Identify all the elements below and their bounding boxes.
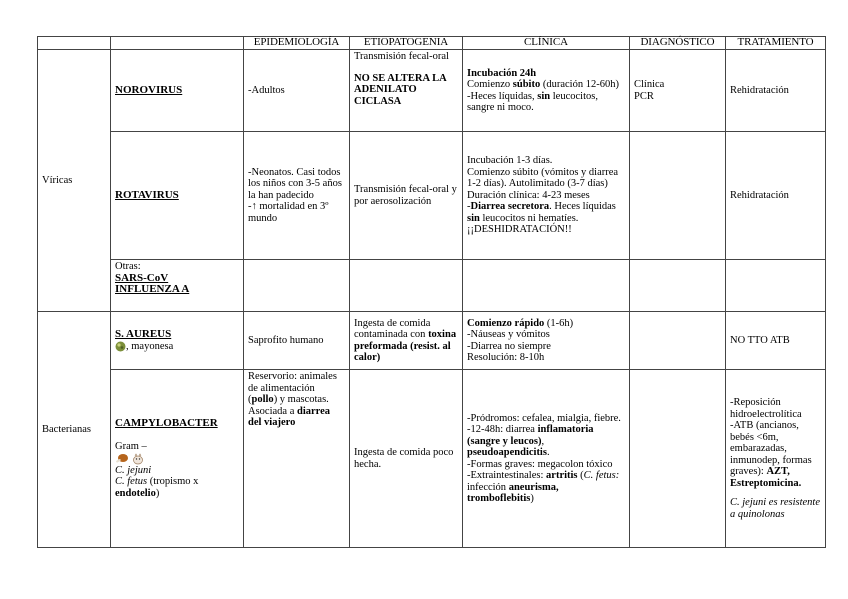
otras-label: Otras: bbox=[115, 261, 141, 272]
food-line: , mayonesa bbox=[115, 341, 239, 353]
saureus-clinica bbox=[463, 312, 630, 370]
row-campylobacter bbox=[38, 370, 826, 548]
norovirus-clinica bbox=[463, 50, 630, 132]
cli-line: -Diarrea no siempre bbox=[467, 340, 551, 352]
gram-label: Gram – bbox=[115, 441, 147, 453]
cli-line: -12-48h: diarrea inflamatoria (sangre y leucos), pseudoapendicitis. bbox=[467, 424, 594, 458]
clinical-table bbox=[37, 36, 826, 548]
saureus-epidemiologia: Saprofito humano bbox=[244, 312, 350, 370]
header-row bbox=[38, 37, 826, 50]
cli-line: -Heces líquidas, sin leucocitos, sangre ni moco. bbox=[467, 90, 598, 113]
saureus-diagnostico bbox=[630, 312, 726, 370]
otras-item: SARS-CoV bbox=[115, 271, 169, 284]
norovirus-tratamiento: Rehidratación bbox=[726, 50, 826, 132]
otras-clinica bbox=[463, 260, 630, 312]
cli-line: -Diarrea secretora. Heces líquidas sin leucocitos ni hematíes. bbox=[467, 201, 616, 224]
saureus-tratamiento: NO TTO ATB bbox=[726, 312, 826, 370]
header-clinica: CLÍNICA bbox=[463, 37, 630, 50]
rotavirus-epidemiologia bbox=[244, 132, 350, 260]
diag-line: Clínica bbox=[634, 79, 665, 90]
organism-name: ROTAVIRUS bbox=[115, 188, 179, 201]
chicken-leg-icon bbox=[115, 453, 129, 465]
diag-line: PCR bbox=[634, 90, 654, 102]
mayonnaise-jar-icon bbox=[115, 341, 126, 352]
cli-line: -Extraintestinales: artritis (C. fetus: infección aneurisma, tromboflebitis) bbox=[467, 470, 620, 504]
organism-saureus bbox=[111, 312, 244, 370]
cli-line: Duración clínica: 4-23 meses bbox=[467, 189, 590, 201]
etio-text: Transmisión fecal-oral bbox=[354, 51, 449, 62]
campylobacter-etiopatogenia: Ingesta de comida poco hecha. bbox=[350, 370, 463, 548]
cli-line: Comienzo súbito (vómitos y diarrea 1-2 días). Autolimitado (3-7 días) bbox=[467, 166, 619, 190]
cli-line: Comienzo súbito (duración 12-60h) bbox=[467, 79, 619, 90]
organism-name: NOROVIRUS bbox=[115, 83, 183, 96]
campylobacter-tratamiento bbox=[726, 370, 826, 548]
epi-line: -↑ mortalidad en 3º mundo bbox=[248, 201, 329, 224]
rotavirus-clinica bbox=[463, 132, 630, 260]
organism-campylobacter bbox=[111, 370, 244, 548]
organism-rotavirus bbox=[111, 132, 244, 260]
campylobacter-epidemiologia: Reservorio: animales de alimentación (pollo) y mascotas. Asociada a diarrea del viajero bbox=[244, 370, 350, 548]
species-line: C. fetus (tropismo x endotelio) bbox=[115, 476, 199, 499]
group-viricas: Víricas bbox=[38, 50, 111, 312]
group-bacterianas: Bacterianas bbox=[38, 312, 111, 548]
trat-note: C. jejuni es resistente a quinolonas bbox=[730, 497, 821, 520]
species-line: C. jejuni bbox=[115, 464, 152, 476]
cli-line: Resolución: 8-10h bbox=[467, 352, 545, 363]
otras-epidemiologia bbox=[244, 260, 350, 312]
cli-line: Incubación 24h bbox=[467, 67, 537, 79]
row-otras bbox=[38, 260, 826, 312]
norovirus-epidemiologia: -Adultos bbox=[244, 50, 350, 132]
cli-line: -Náuseas y vómitos bbox=[467, 329, 550, 340]
organism-name: S. AUREUS bbox=[115, 328, 172, 340]
row-rotavirus bbox=[38, 132, 826, 260]
otras-diagnostico bbox=[630, 260, 726, 312]
cli-line: -Formas graves: megacolon tóxico bbox=[467, 458, 613, 470]
organism-name: CAMPYLOBACTER bbox=[115, 416, 218, 429]
otras-item: INFLUENZA A bbox=[115, 283, 190, 295]
food-icons bbox=[115, 453, 239, 465]
trat-line: -Reposición hidroelectrolítica bbox=[730, 397, 802, 420]
trat-line: -ATB (ancianos, bebés <6m, embarazadas, inmunodep, formas graves): AZT, Estreptomicina. bbox=[730, 420, 812, 489]
header-epidemiologia: EPIDEMIOLOGÍA bbox=[244, 37, 350, 50]
header-etiopatogenia: ETIOPATOGENIA bbox=[350, 37, 463, 50]
otras-etiopatogenia bbox=[350, 260, 463, 312]
header-empty-1 bbox=[38, 37, 111, 50]
saureus-etiopatogenia: Ingesta de comida contaminada con toxina preformada (resist. al calor) bbox=[350, 312, 463, 370]
cli-line: Comienzo rápido (1-6h) bbox=[467, 317, 574, 329]
header-tratamiento: TRATAMIENTO bbox=[726, 37, 826, 50]
norovirus-diagnostico bbox=[630, 50, 726, 132]
cli-line: -Pródromos: cefalea, mialgia, fiebre. bbox=[467, 412, 621, 424]
organism-otras bbox=[111, 260, 244, 312]
campylobacter-diagnostico bbox=[630, 370, 726, 548]
cli-line: Incubación 1-3 días. bbox=[467, 155, 553, 167]
epi-line: -Neonatos. Casi todos los niños con 3-5 años la han padecido bbox=[248, 166, 342, 201]
row-saureus bbox=[38, 312, 826, 370]
header-empty-2 bbox=[111, 37, 244, 50]
etio-bold: NO SE ALTERA LA ADENILATO CICLASA bbox=[354, 72, 447, 107]
otras-tratamiento bbox=[726, 260, 826, 312]
campylobacter-clinica bbox=[463, 370, 630, 548]
rotavirus-tratamiento: Rehidratación bbox=[726, 132, 826, 260]
organism-norovirus bbox=[111, 50, 244, 132]
rotavirus-diagnostico bbox=[630, 132, 726, 260]
norovirus-etiopatogenia bbox=[350, 50, 463, 132]
cli-line: ¡¡DESHIDRATACIÓN!! bbox=[467, 224, 572, 236]
row-norovirus bbox=[38, 50, 826, 132]
header-diagnostico: DIAGNÓSTICO bbox=[630, 37, 726, 50]
rotavirus-etiopatogenia: Transmisión fecal-oral y por aerosolización bbox=[350, 132, 463, 260]
pet-icon bbox=[132, 453, 144, 465]
